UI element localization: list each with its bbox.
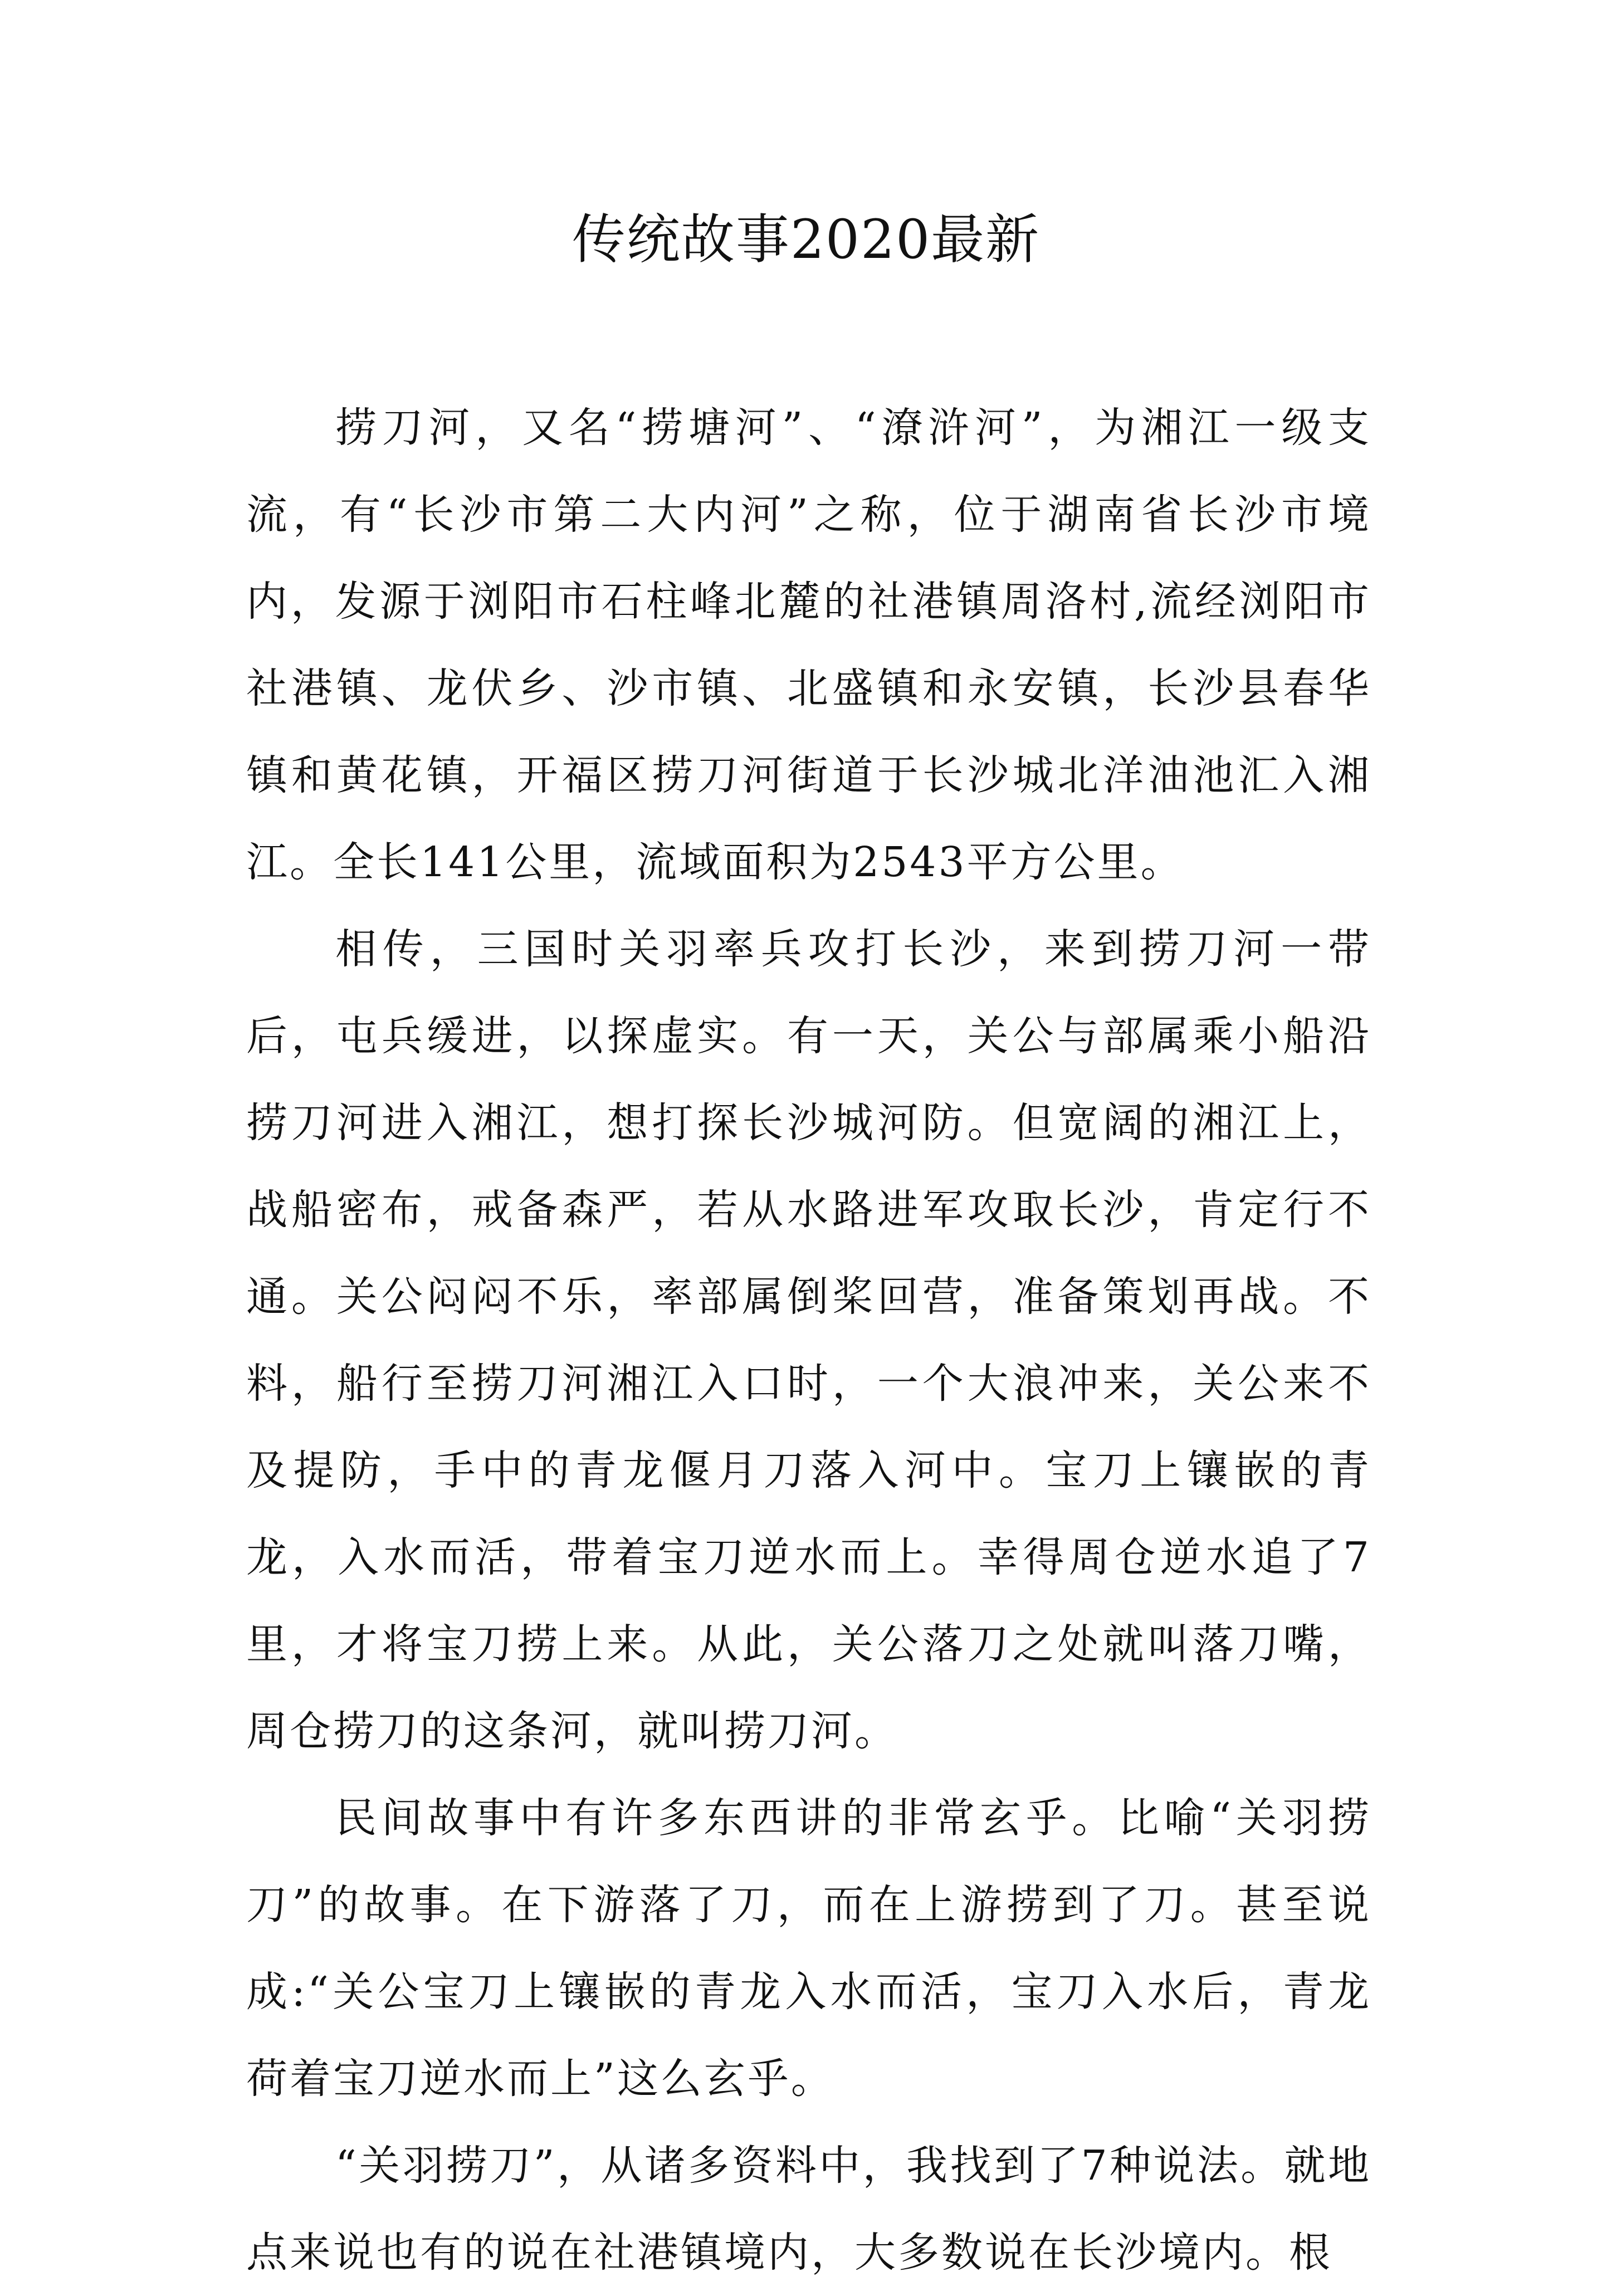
paragraph-river-intro: 捞刀河，又名“捞塘河”、“潦浒河”，为湘江一级支流，有“长沙市第二大内河”之称，位于湖南省长沙市境内，发源于浏阳市石柱峰北麓的社港镇周洛村,流经浏阳市社港镇、龙伏乡、沙市镇、北盛镇和永安镇，长沙县春华镇和黄花镇，开福区捞刀河街道于长沙城北洋油池汇入湘江。全长141公里，流域面积为2543平方公里。: [246, 404, 1371, 886]
document-title: 传统故事2020最新: [571, 208, 1041, 271]
paragraph-folk-tales: 民间故事中有许多东西讲的非常玄乎。比喻“关羽捞刀”的故事。在下游落了刀，而在上游捞到了刀。甚至说成:“关公宝刀上镶嵌的青龙入水而活，宝刀入水后，青龙荷着宝刀逆水而上”这么玄乎。: [246, 1794, 1371, 2103]
paragraph-versions: “关羽捞刀”，从诸多资料中，我找到了7种说法。就地点来说也有的说在社港镇境内，大多数说在长沙境内。根: [246, 2142, 1371, 2277]
paragraph-legend: 相传，三国时关羽率兵攻打长沙，来到捞刀河一带后，屯兵缓进，以探虚实。有一天，关公与部属乘小船沿捞刀河进入湘江，想打探长沙城河防。但宽阔的湘江上，战船密布，戒备森严，若从水路进军攻取长沙，肯定行不通。关公闷闷不乐，率部属倒桨回营，准备策划再战。不料，船行至捞刀河湘江入口时，一个大浪冲来，关公来不及提防，手中的青龙偃月刀落入河中。宝刀上镶嵌的青龙，入水而活，带着宝刀逆水而上。幸得周仓逆水追了7里，才将宝刀捞上来。从此，关公落刀之处就叫落刀嘴，周仓捞刀的这条河，就叫捞刀河。: [246, 925, 1371, 1755]
document-body: [246, 384, 1371, 2296]
